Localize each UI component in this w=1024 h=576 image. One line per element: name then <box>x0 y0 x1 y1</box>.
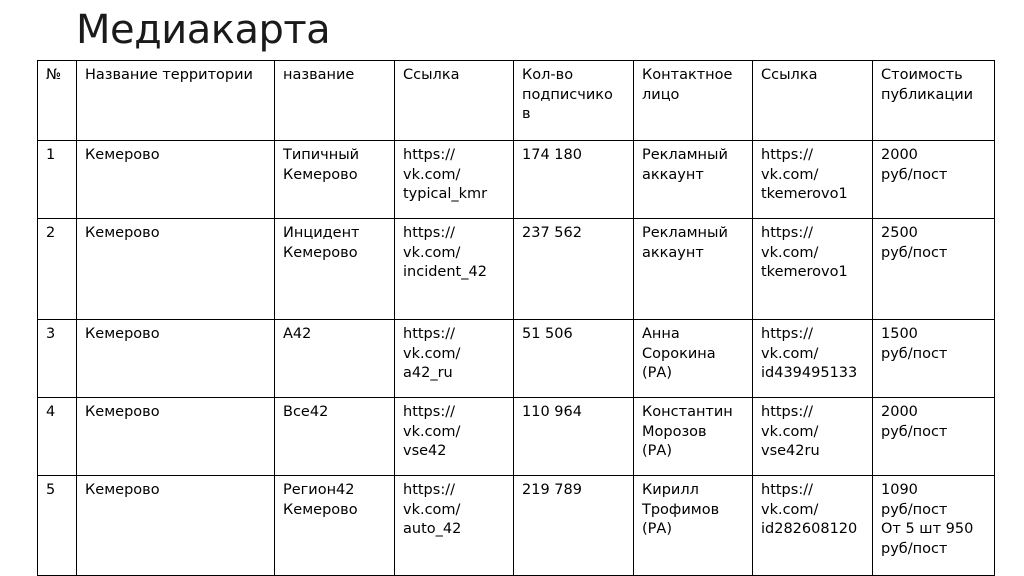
header-subscribers: Кол-во подписчико в <box>514 61 634 141</box>
cell-contact-link: https:// vk.com/ id439495133 <box>753 320 873 398</box>
cell-name: Регион42 Кемерово <box>275 476 395 576</box>
header-number: № <box>38 61 77 141</box>
cell-territory: Кемерово <box>77 141 275 219</box>
cell-name: Инцидент Кемерово <box>275 219 395 320</box>
cell-subscribers: 174 180 <box>514 141 634 219</box>
cell-contact-link: https:// vk.com/ vse42ru <box>753 398 873 476</box>
cell-link: https:// vk.com/ incident_42 <box>395 219 514 320</box>
header-territory: Название территории <box>77 61 275 141</box>
cell-subscribers: 51 506 <box>514 320 634 398</box>
header-price: Стоимость публикации <box>873 61 995 141</box>
cell-territory: Кемерово <box>77 476 275 576</box>
cell-name: Типичный Кемерово <box>275 141 395 219</box>
cell-link: https:// vk.com/ auto_42 <box>395 476 514 576</box>
cell-subscribers: 110 964 <box>514 398 634 476</box>
table-row <box>38 398 995 476</box>
cell-contact: Кирилл Трофимов (РА) <box>634 476 753 576</box>
media-map-table <box>37 60 995 576</box>
table-row <box>38 219 995 320</box>
header-link: Ссылка <box>395 61 514 141</box>
cell-subscribers: 219 789 <box>514 476 634 576</box>
cell-territory: Кемерово <box>77 219 275 320</box>
cell-territory: Кемерово <box>77 320 275 398</box>
cell-link: https:// vk.com/ typical_kmr <box>395 141 514 219</box>
cell-link: https:// vk.com/ vse42 <box>395 398 514 476</box>
header-name: название <box>275 61 395 141</box>
cell-price: 1090 руб/пост От 5 шт 950 руб/пост <box>873 476 995 576</box>
cell-name: А42 <box>275 320 395 398</box>
cell-subscribers: 237 562 <box>514 219 634 320</box>
cell-number: 4 <box>38 398 77 476</box>
cell-contact: Анна Сорокина (РА) <box>634 320 753 398</box>
cell-contact: Рекламный аккаунт <box>634 219 753 320</box>
table-header-row <box>38 61 995 141</box>
cell-contact-link: https:// vk.com/ id282608120 <box>753 476 873 576</box>
table-row <box>38 141 995 219</box>
cell-link: https:// vk.com/ a42_ru <box>395 320 514 398</box>
cell-contact-link: https:// vk.com/ tkemerovo1 <box>753 219 873 320</box>
cell-territory: Кемерово <box>77 398 275 476</box>
cell-price: 2500 руб/пост <box>873 219 995 320</box>
cell-price: 2000 руб/пост <box>873 141 995 219</box>
table-row <box>38 476 995 576</box>
cell-contact: Константин Морозов (РА) <box>634 398 753 476</box>
cell-name: Все42 <box>275 398 395 476</box>
cell-number: 3 <box>38 320 77 398</box>
cell-number: 5 <box>38 476 77 576</box>
cell-contact-link: https:// vk.com/ tkemerovo1 <box>753 141 873 219</box>
header-contact-link: Ссылка <box>753 61 873 141</box>
cell-number: 1 <box>38 141 77 219</box>
cell-price: 1500 руб/пост <box>873 320 995 398</box>
cell-price: 2000 руб/пост <box>873 398 995 476</box>
cell-number: 2 <box>38 219 77 320</box>
cell-contact: Рекламный аккаунт <box>634 141 753 219</box>
table-row <box>38 320 995 398</box>
page-title: Медиакарта <box>76 7 331 53</box>
header-contact: Контактное лицо <box>634 61 753 141</box>
